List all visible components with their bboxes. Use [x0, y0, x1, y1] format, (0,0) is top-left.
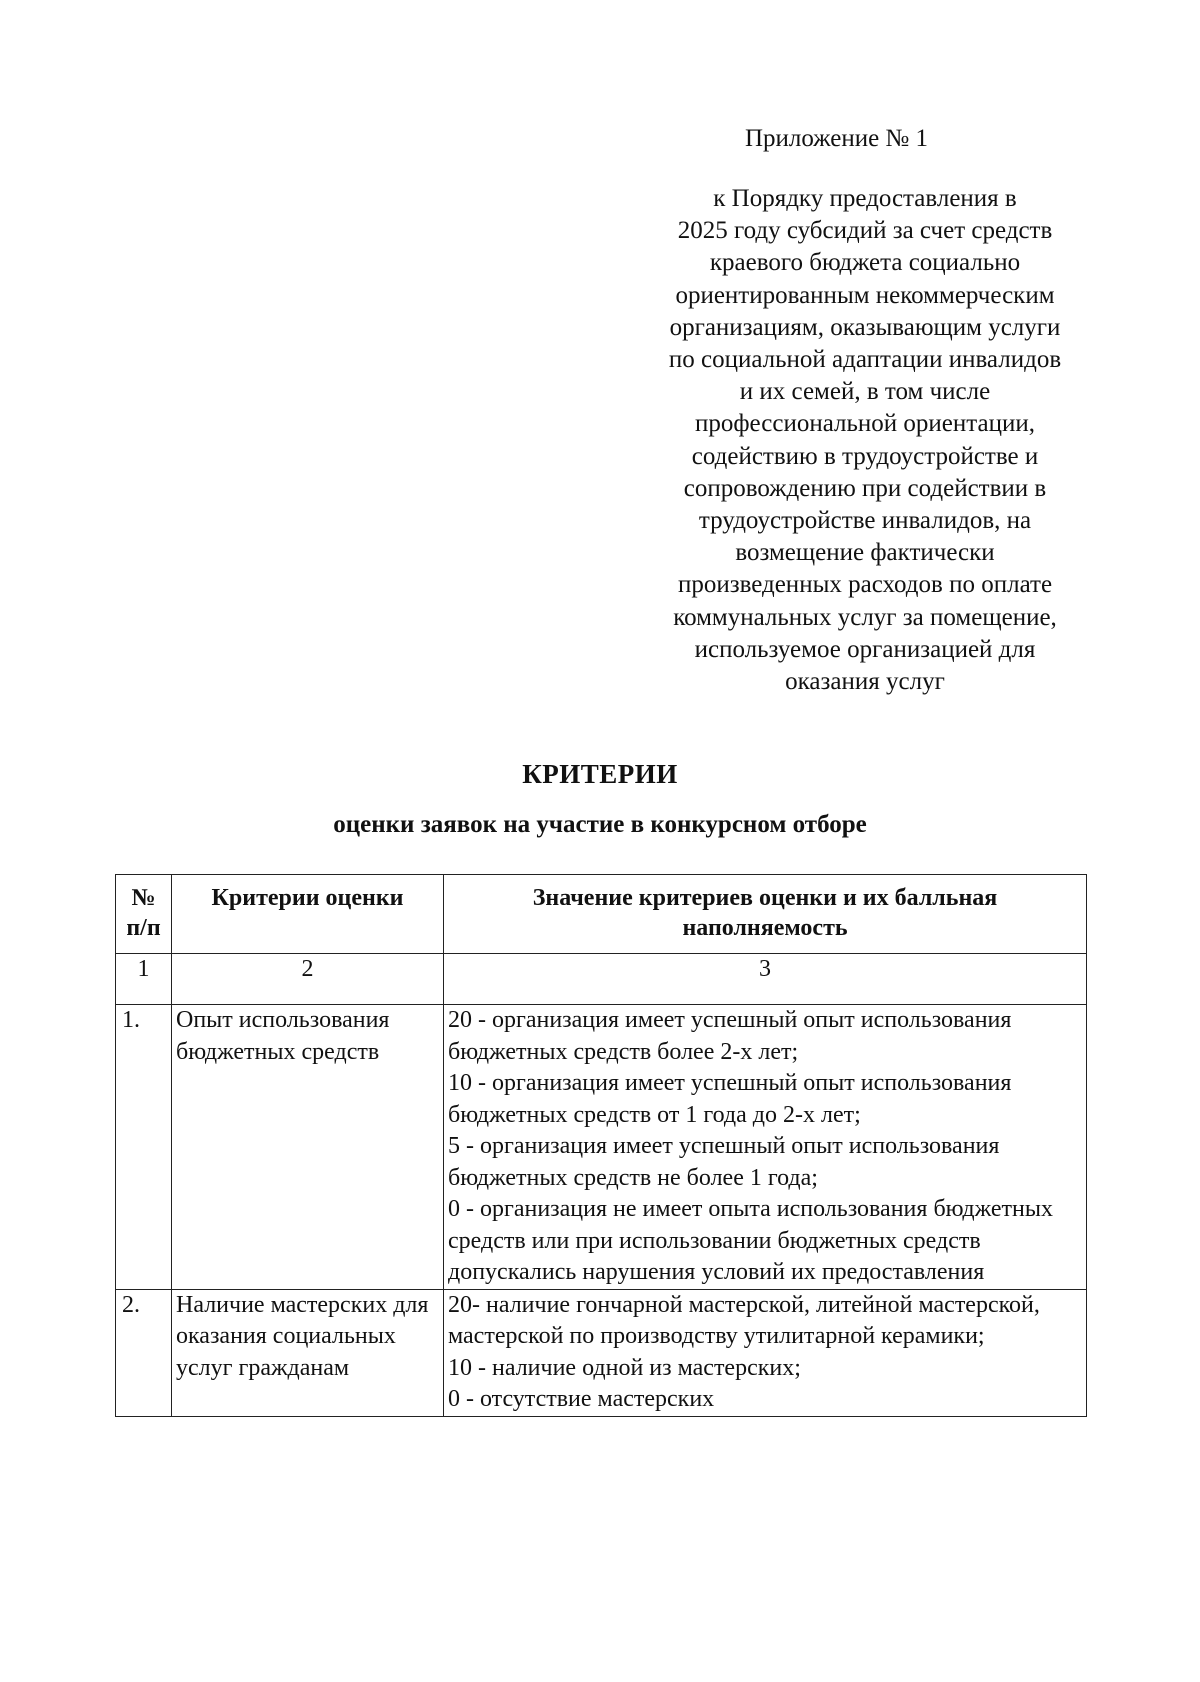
column-index-cell: 2: [172, 954, 444, 1005]
appendix-line: сопровождению при содействии в: [683, 474, 1047, 502]
appendix-reference: [625, 183, 1105, 698]
value-item: 10 - организация имеет успешный опыт использования бюджетных средств от 1 года до 2-х лет;: [448, 1070, 1012, 1128]
appendix-line: к Порядку предоставления в: [713, 185, 1017, 212]
table-row: [116, 1289, 1087, 1416]
appendix-line: профессиональной ориентации,: [694, 410, 1035, 438]
appendix-line: краевого бюджета социально: [709, 249, 1021, 277]
appendix-line: используемое организацией для: [694, 635, 1036, 663]
value-item: 10 - наличие одной из мастерских;: [448, 1354, 801, 1381]
table-row: [116, 1005, 1087, 1290]
value-item: 5 - организация имеет успешный опыт использования бюджетных средств не более 1 года;: [448, 1133, 1000, 1191]
row-number: 2.: [116, 1289, 172, 1416]
appendix-line: организациям, оказывающим услуги: [669, 313, 1061, 341]
header-number: № п/п: [116, 875, 172, 954]
row-number: 1.: [116, 1005, 172, 1290]
document-subheading: оценки заявок на участие в конкурсном отборе: [333, 811, 867, 838]
value-item: 0 - отсутствие мастерских: [448, 1386, 715, 1412]
criteria-table: [115, 874, 1087, 1417]
appendix-line: коммунальных услуг за помещение,: [673, 603, 1057, 631]
value-item: 20 - организация имеет успешный опыт использования бюджетных средств более 2-х лет;: [448, 1007, 1012, 1065]
table-header-row: [116, 875, 1087, 954]
appendix-line: оказания услуг: [785, 668, 945, 696]
column-index-cell: 3: [444, 954, 1087, 1005]
appendix-line: трудоустройстве инвалидов, на: [698, 507, 1032, 535]
value-item: 20- наличие гончарной мастерской, литейной мастерской, мастерской по производству утилитарной керамики;: [448, 1291, 1040, 1349]
header-value: Значение критериев оценки и их балльная наполняемость: [444, 875, 1087, 954]
column-index-cell: 1: [116, 954, 172, 1005]
appendix-line: и их семей, в том числе: [739, 378, 991, 406]
document-heading: КРИТЕРИИ: [522, 759, 678, 789]
value-item: 0 - организация не имеет опыта использования бюджетных средств или при использовании бюджетных средств допускались нарушения условий их предоставления: [448, 1196, 1053, 1285]
appendix-line: 2025 году субсидий за счет средств: [677, 217, 1053, 245]
appendix-line: произведенных расходов по оплате: [677, 571, 1053, 599]
appendix-line: по социальной адаптации инвалидов: [668, 346, 1062, 374]
row-criteria: Опыт использования бюджетных средств: [172, 1005, 444, 1290]
column-index-row: [116, 954, 1087, 1005]
appendix-line: возмещение фактически: [735, 539, 995, 567]
appendix-title: Приложение № 1: [745, 125, 929, 152]
row-criteria: Наличие мастерских для оказания социальных услуг гражданам: [172, 1289, 444, 1416]
row-values: [444, 1005, 1087, 1290]
appendix-line: ориентированным некоммерческим: [675, 281, 1055, 309]
header-criteria: Критерии оценки: [172, 875, 444, 954]
appendix-line: содействию в трудоустройстве и: [691, 442, 1039, 470]
row-values: [444, 1289, 1087, 1416]
